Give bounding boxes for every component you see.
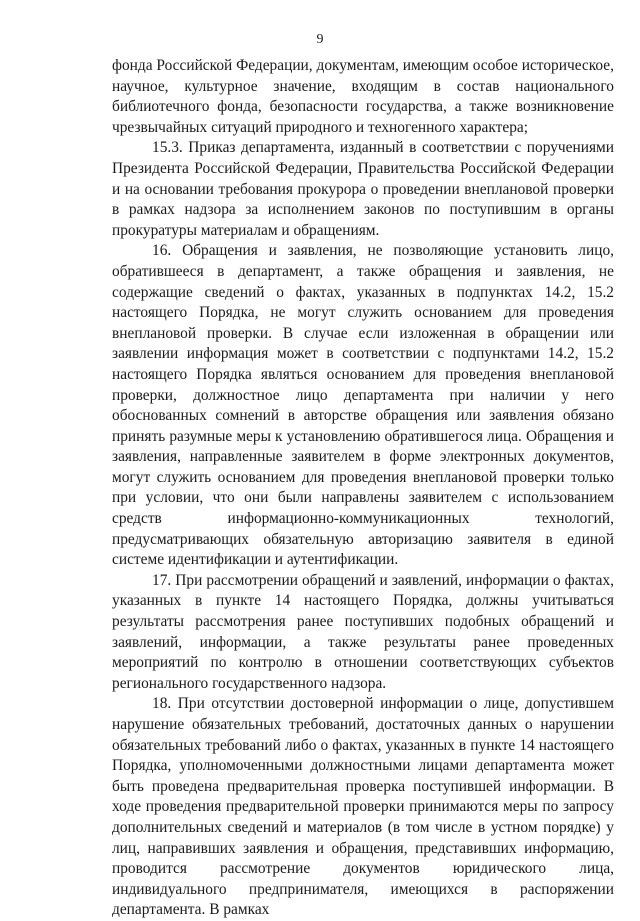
paragraph-15-3: 15.3. Приказ департамента, изданный в соответствии с поручениями Президента Российской Федерации, Правительства Российской Федерации и на основании требования прокурора о проведении внеплановой проверки в рамках надзора за исполнением законов по поступившим в органы прокуратуры материалам и обращениям. [112, 139, 614, 239]
paragraph-18: 18. При отсутствии достоверной информации о лице, допустившем нарушение обязательных требований, достаточных данных о нарушении обязательных требований либо о фактах, указанных в пункте 14 настоящего Порядка, уполномоченными должностными лицами департамента может быть проведена предварительная проверка поступившей информации. В ходе проведения предварительной проверки принимаются меры по запросу дополнительных сведений и материалов (в том числе в устном порядке) у лиц, направивших заявления и обращения, представивших информацию, проводится рассмотрение документов юридического лица, индивидуального предпринимателя, имеющихся в распоряжении департамента. В рамках [112, 695, 614, 919]
paragraph-17: 17. При рассмотрении обращений и заявлений, информации о фактах, указанных в пункте 14 настоящего Порядка, должны учитываться результаты рассмотрения ранее поступивших подобных обращений и заявлений, информации, а также результаты ранее проведенных мероприятий по контролю в отношении соответствующих субъектов регионального государственного надзора. [112, 571, 614, 692]
paragraph-16: 16. Обращения и заявления, не позволяющие установить лицо, обратившееся в департамент, а также обращения и заявления, не содержащие сведений о фактах, указанных в подпунктах 14.2, 15.2 настоящего Порядка, не могут служить основанием для проведения внеплановой проверки. В случае если изложенная в обращении или заявлении информация может в соответствии с подпунктами 14.2, 15.2 настоящего Порядка являться основанием для проведения внеплановой проверки, должностное лицо департамента при наличии у него обоснованных сомнений в авторстве обращения или заявления обязано принять разумные меры к установлению обратившегося лица. Обращения и заявления, направленные заявителем в форме электронных документов, могут служить основанием для проведения внеплановой проверки только при условии, что они были направлены заявителем с использованием средств информационно-коммуникационных технологий, предусматривающих обязательную авторизацию заявителя в единой системе идентификации и аутентификации. [112, 242, 614, 569]
document-body [112, 56, 614, 921]
paragraph-continuation: фонда Российской Федерации, документам, имеющим особое историческое, научное, культурное значение, входящим в состав национального библиотечного фонда, безопасности государства, а также возникновение чрезвычайных ситуаций природного и техногенного характера; [112, 57, 614, 136]
page-number: 9 [316, 32, 324, 47]
